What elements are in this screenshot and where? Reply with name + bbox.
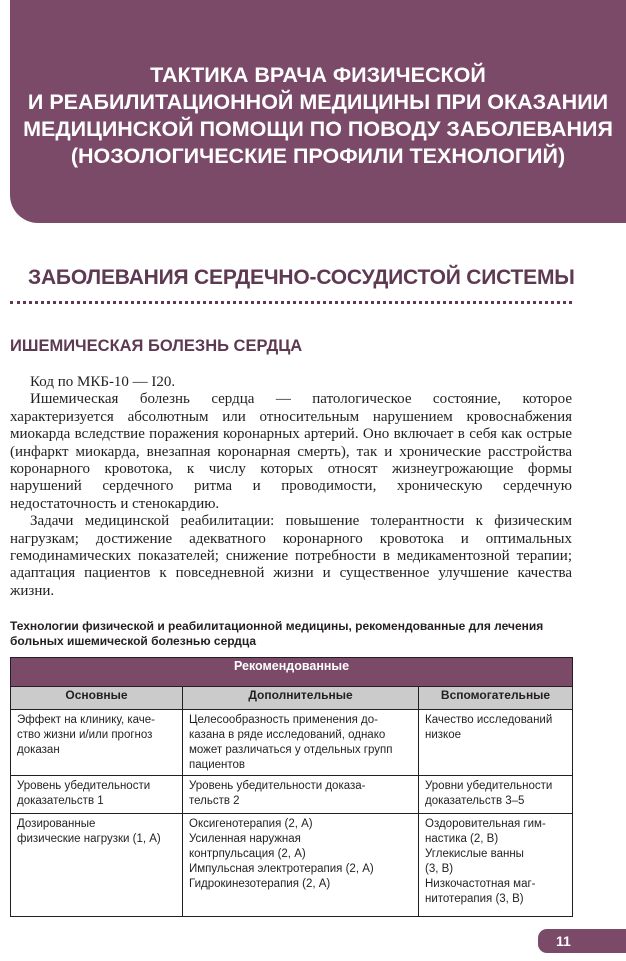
cell-line: доказательств 3–5: [425, 795, 525, 807]
cell-line: Эффект на клинику, каче-: [17, 714, 156, 726]
table-cell: [183, 776, 419, 814]
cell-line: пациентов: [189, 759, 246, 771]
cell-line: Уровни убедительности: [425, 780, 553, 792]
cell-line: Качество исследований: [425, 714, 553, 726]
cell-line: тельств 2: [189, 795, 240, 807]
chapter-title: [18, 62, 618, 170]
cell-line: Уровень убедительности: [17, 780, 151, 792]
cell-line: Углекислые ванны: [425, 848, 524, 860]
cell-line: Низкочастотная маг-: [425, 878, 536, 890]
cell-line: доказан: [17, 744, 60, 756]
cell-line: нитотерапия (3, В): [425, 893, 524, 905]
section-title: ЗАБОЛЕВАНИЯ СЕРДЕЧНО-СОСУДИСТОЙ СИСТЕМЫ: [28, 266, 575, 289]
chapter-title-line: ТАКТИКА ВРАЧА ФИЗИЧЕСКОЙ: [150, 62, 486, 87]
cell-line: Оздоровительная гим-: [425, 818, 546, 830]
table-cell: [11, 710, 183, 776]
paragraph-rehab-goals: Задачи медицинской реабилитации: повышение толерантности к физическим нагрузкам; достижение адекватного коронарного кровотока и оптимальных гемодинамических показателей; снижение потребности в медикаментозной терапии; адаптация пациентов к повседневной жизни и существенное улучшение качества жизни.: [10, 513, 572, 599]
cell-line: Уровень убедительности доказа-: [189, 780, 366, 792]
cell-line: контрпульсация (2, А): [189, 848, 306, 860]
technologies-table: [10, 657, 573, 917]
table-cell: [11, 776, 183, 814]
chapter-title-line: МЕДИЦИНСКОЙ ПОМОЩИ ПО ПОВОДУ ЗАБОЛЕВАНИЯ: [23, 116, 613, 141]
table-cell: [419, 710, 573, 776]
page-number: 11: [538, 929, 626, 953]
cell-line: Дозированные: [17, 818, 96, 830]
cell-line: ство жизни и/или прогноз: [17, 729, 153, 741]
column-header-main: Основные: [11, 687, 183, 710]
cell-line: (3, В): [425, 863, 454, 875]
table-caption: Технологии физической и реабилитационной медицины, рекомендованные для лечения больных ишемической болезнью сердца: [10, 619, 544, 648]
section-divider: [10, 301, 572, 304]
table-row: [11, 710, 573, 776]
cell-line: доказательств 1: [17, 795, 104, 807]
cell-line: настика (2, В): [425, 833, 499, 845]
cell-line: физические нагрузки (1, А): [17, 833, 161, 845]
table-cell: [183, 710, 419, 776]
table-row: [11, 814, 573, 917]
chapter-title-line: (НОЗОЛОГИЧЕСКИЕ ПРОФИЛИ ТЕХНОЛОГИЙ): [70, 143, 566, 168]
cell-line: Усиленная наружная: [189, 833, 301, 845]
cell-line: Оксигенотерапия (2, А): [189, 818, 313, 830]
cell-line: Импульсная электротерапия (2, А): [189, 863, 374, 875]
body-text: [10, 374, 572, 600]
table-cell: [419, 776, 573, 814]
cell-line: Гидрокинезотерапия (2, А): [189, 878, 331, 890]
table-cell: [183, 814, 419, 917]
cell-line: казана в ряде исследований, однако: [189, 729, 386, 741]
column-header-auxiliary: Вспомогательные: [419, 687, 573, 710]
table-group-header: Рекомендованные: [11, 658, 573, 687]
column-header-additional: Дополнительные: [183, 687, 419, 710]
chapter-banner: [10, 0, 626, 223]
table-cell: [11, 814, 183, 917]
paragraph-definition: Ишемическая болезнь сердца — патологическое состояние, которое характеризуется абсолютным или относительным нарушением кровоснабжения миокарда вследствие поражения коронарных артерий. Оно включает в себя как острые (инфаркт миокарда, внезапная коронарная смерть), так и хронические расстройства коронарного кровотока, к числу которых относят жизнеугрожающие формы нарушений сердечного ритма и проводимости, хроническую сердечную недостаточность и стенокардию.: [10, 391, 572, 512]
table-row: [11, 776, 573, 814]
paragraph-icd-code: Код по МКБ-10 — I20.: [30, 374, 176, 390]
cell-line: может различаться у отдельных групп: [189, 744, 393, 756]
table-cell: [419, 814, 573, 917]
cell-line: низкое: [425, 729, 461, 741]
chapter-title-line: И РЕАБИЛИТАЦИОННОЙ МЕДИЦИНЫ ПРИ ОКАЗАНИИ: [27, 89, 609, 114]
cell-line: Целесообразность применения до-: [189, 714, 378, 726]
subsection-title: ИШЕМИЧЕСКАЯ БОЛЕЗНЬ СЕРДЦА: [10, 337, 303, 355]
